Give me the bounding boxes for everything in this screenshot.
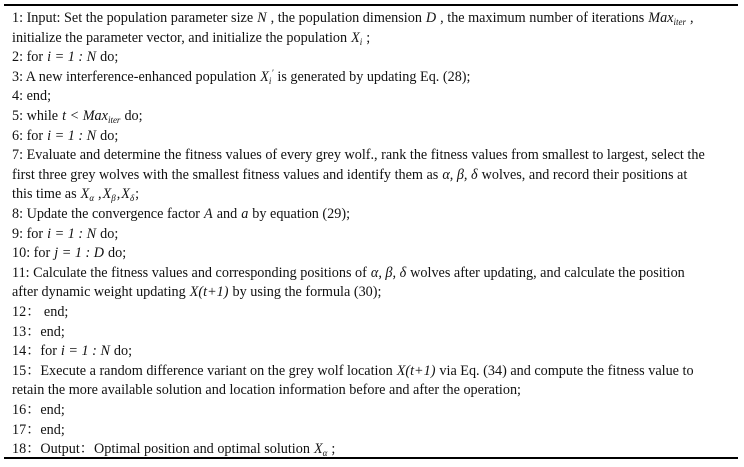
- algorithm-box: [4, 4, 738, 459]
- math-subscript: i: [268, 75, 272, 86]
- algorithm-line: [12, 382, 734, 399]
- line-text: initialize the parameter vector, and initialize the population: [12, 29, 348, 46]
- line-text: is generated by updating Eq. (28);: [277, 68, 471, 85]
- algorithm-line: [12, 206, 734, 223]
- math-expression: α, β, δ: [442, 166, 478, 183]
- math-expression: i = 1 : N: [47, 49, 97, 66]
- algorithm-line: [12, 265, 734, 282]
- math-expression: i = 1 : N: [60, 343, 110, 360]
- algorithm-line: [12, 49, 734, 66]
- line-text: 15：Execute a random difference variant on the grey wolf location: [12, 362, 393, 379]
- line-text: 12： end;: [12, 304, 69, 320]
- math-superscript: ′: [271, 67, 274, 78]
- math-expression: j = 1 : D: [54, 245, 105, 262]
- line-text: 11: Calculate the fitness values and corresponding positions of: [12, 264, 367, 281]
- math-expression: $X_\alpha$: [313, 441, 328, 459]
- line-text: ,: [116, 186, 121, 203]
- line-text: by equation (29);: [252, 206, 351, 222]
- algorithm-line: [12, 167, 734, 184]
- line-text: 8: Update the convergence factor: [12, 206, 201, 222]
- line-text: 16：end;: [12, 402, 65, 418]
- math-expression: $X_i'$: [260, 67, 274, 86]
- line-text: do;: [100, 127, 119, 144]
- math-expression: i = 1 : N: [47, 127, 97, 144]
- line-text: do;: [108, 245, 127, 262]
- line-text: wolves, and record their positions at: [481, 166, 688, 183]
- line-text: 18：Output：Optimal position and optimal solution: [12, 441, 310, 458]
- algorithm-line: [12, 108, 734, 125]
- line-text: after dynamic weight updating: [12, 284, 186, 301]
- algorithm-line: [12, 304, 734, 321]
- math-subscript: β: [111, 193, 116, 204]
- line-text: do;: [100, 49, 119, 66]
- math-expression: t < Max$_{iter}$: [62, 108, 121, 125]
- line-text: 9: for: [12, 225, 44, 242]
- algorithm-line: [12, 441, 734, 458]
- algorithm-line: [12, 147, 734, 164]
- algorithm-line: [12, 324, 734, 341]
- algorithm-line: [12, 422, 734, 439]
- line-text: ;: [135, 186, 140, 203]
- line-text: 10: for: [12, 245, 51, 262]
- math-expression: i = 1 : N: [47, 225, 97, 242]
- algorithm-line: [12, 128, 734, 145]
- line-text: 13：end;: [12, 323, 65, 340]
- line-text: 14：for: [12, 343, 57, 360]
- math-expression: Max$_{iter}$: [648, 10, 686, 27]
- math-expression: α, β, δ: [370, 264, 407, 281]
- line-text: and: [216, 206, 238, 222]
- line-text: first three grey wolves with the smallest fitness values and identify them as: [12, 166, 439, 183]
- algorithm-line: [12, 245, 734, 262]
- algorithm-line: [12, 30, 734, 47]
- line-text: 3: A new interference-enhanced population: [12, 68, 257, 85]
- line-text: by using the formula (30);: [232, 284, 382, 301]
- line-text: ;: [366, 29, 371, 46]
- math-expression: X(t+1): [189, 284, 229, 301]
- line-text: 4: end;: [12, 88, 52, 105]
- math-subscript: δ: [129, 193, 135, 204]
- math-expression: D: [425, 10, 437, 26]
- line-text: the population dimension: [274, 10, 422, 26]
- line-text: via Eq. (34) and compute the fitness value to: [439, 362, 694, 379]
- algorithm-line: [12, 226, 734, 243]
- math-subscript: iter: [107, 115, 121, 125]
- math-expression: $X_\beta$: [102, 186, 116, 204]
- math-subscript: α: [322, 448, 328, 459]
- math-subscript: i: [359, 36, 363, 47]
- line-text: this time as: [12, 186, 77, 203]
- math-expression: X(t+1): [396, 362, 436, 379]
- line-text: 17：end;: [12, 421, 65, 438]
- math-subscript: α: [89, 193, 95, 204]
- line-text: 1: Input: Set the population parameter size: [12, 10, 254, 26]
- line-text: 6: for: [12, 127, 44, 144]
- math-separator: ,: [440, 10, 444, 26]
- line-text: do;: [100, 225, 119, 242]
- math-separator: ,: [690, 10, 694, 26]
- math-expression: N: [257, 10, 267, 26]
- algorithm-line: [12, 88, 734, 105]
- math-expression: $X_\alpha$: [80, 186, 95, 204]
- math-expression: a: [241, 206, 249, 222]
- algorithm-line: [12, 284, 734, 301]
- math-subscript: iter: [673, 17, 686, 27]
- line-text: retain the more available solution and location information before and after the operation;: [12, 382, 521, 399]
- algorithm-line: [12, 343, 734, 360]
- line-text: 2: for: [12, 49, 44, 66]
- line-text: 7: Evaluate and determine the fitness values of every grey wolf., rank the fitness values from smallest to largest, select the: [12, 147, 705, 164]
- line-text: the maximum number of iterations: [443, 10, 645, 26]
- algorithm-line: [12, 69, 734, 86]
- line-text: 5: while: [12, 108, 59, 124]
- algorithm-line: [12, 363, 734, 380]
- line-text: wolves after updating, and calculate the position: [410, 264, 685, 281]
- algorithm-line: [12, 186, 734, 203]
- math-expression: $X_\delta$: [121, 186, 135, 204]
- math-expression: $X_i$: [351, 29, 363, 47]
- math-expression: A: [204, 206, 213, 222]
- line-text: do;: [113, 343, 133, 360]
- line-text: ,: [98, 186, 102, 203]
- math-separator: ,: [270, 10, 275, 26]
- line-text: do;: [124, 108, 143, 124]
- line-text: ;: [331, 441, 336, 458]
- algorithm-line: [12, 10, 734, 27]
- algorithm-line: [12, 402, 734, 419]
